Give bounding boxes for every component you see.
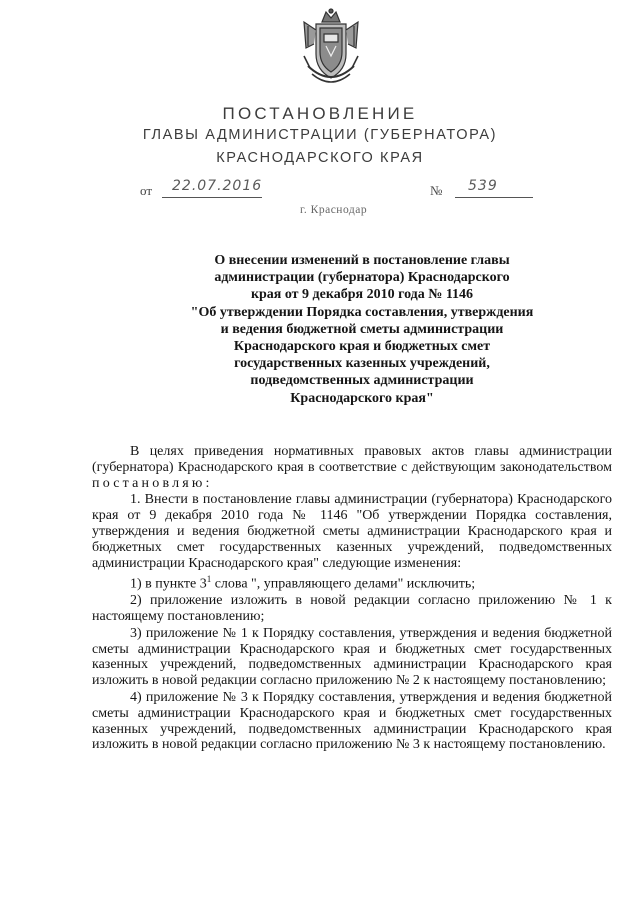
- subitem-4-paragraph: 4) приложение № 3 к Порядку составления, утверждения и ведения бюджетной сметы администрации Краснодарского края и бюджетных смет государственных казенных учреждений, подведомственных администрации Краснодарского края изложить в новой редакции согласно приложению № 3 к настоящему постановлению.: [92, 689, 612, 753]
- date-value: 22.07.2016: [172, 178, 263, 194]
- decree-word: постановляю:: [92, 475, 213, 491]
- title-line: края от 9 декабря 2010 года № 1146: [250, 287, 474, 303]
- doc-type-heading: ПОСТАНОВЛЕНИЕ: [222, 104, 418, 123]
- city-label: г. Краснодар: [300, 204, 368, 216]
- intro-paragraph: [92, 444, 612, 492]
- subitem-3-paragraph: 3) приложение № 1 к Порядку составления, утверждения и ведения бюджетной сметы администрации Краснодарского края и бюджетных смет государственных казенных учреждений, подведомственных администрации Краснодарского края изложить в новой редакции согласно приложению № 2 к настоящему постановлению;: [92, 625, 612, 689]
- document-title: [152, 252, 572, 407]
- title-line: подведомственных администрации: [250, 373, 474, 389]
- title-line: "Об утверждении Порядка составления, утверждения: [190, 304, 534, 320]
- coat-of-arms-icon: [300, 8, 362, 90]
- title-line: и ведения бюджетной сметы администрации: [220, 321, 504, 337]
- title-line: Краснодарского края и бюджетных смет: [233, 339, 491, 355]
- subitem-1-sup: 1: [206, 574, 212, 585]
- subitem-1-text-b: слова ", управляющего делами" исключить;: [211, 576, 476, 592]
- number-value: 539: [468, 178, 498, 194]
- subitem-2-paragraph: 2) приложение изложить в новой редакции согласно приложению № 1 к настоящему постановлению;: [92, 593, 612, 625]
- date-underline: [162, 197, 262, 198]
- title-line: Краснодарского края": [290, 390, 434, 406]
- date-label: от: [140, 183, 153, 198]
- title-line: государственных казенных учреждений,: [234, 356, 490, 372]
- subitem-1-paragraph: [92, 572, 612, 593]
- document-body: [92, 444, 612, 754]
- issuer-heading: ГЛАВЫ АДМИНИСТРАЦИИ (ГУБЕРНАТОРА): [142, 127, 498, 143]
- item-1-paragraph: 1. Внести в постановление главы администрации (губернатора) Краснодарского края от 9 декабря 2010 года № 1146 "Об утверждении Порядка составления, утверждения и ведения бюджетной сметы администрации Краснодарского края и бюджетных смет государственных казенных учреждений, подведомственных администрации Краснодарского края" следующие изменения:: [92, 492, 612, 571]
- subitem-1-text-a: 1) в пункте 3: [130, 576, 207, 592]
- title-line: администрации (губернатора) Краснодарского: [214, 270, 510, 286]
- number-label: №: [430, 183, 443, 198]
- region-heading: КРАСНОДАРСКОГО КРАЯ: [216, 150, 424, 166]
- number-underline: [455, 197, 533, 198]
- title-line: О внесении изменений в постановление главы: [214, 253, 510, 268]
- intro-text: В целях приведения нормативных правовых актов главы администрации (губернатора) Краснодарского края в соответствие с действующим законодательством: [92, 444, 612, 475]
